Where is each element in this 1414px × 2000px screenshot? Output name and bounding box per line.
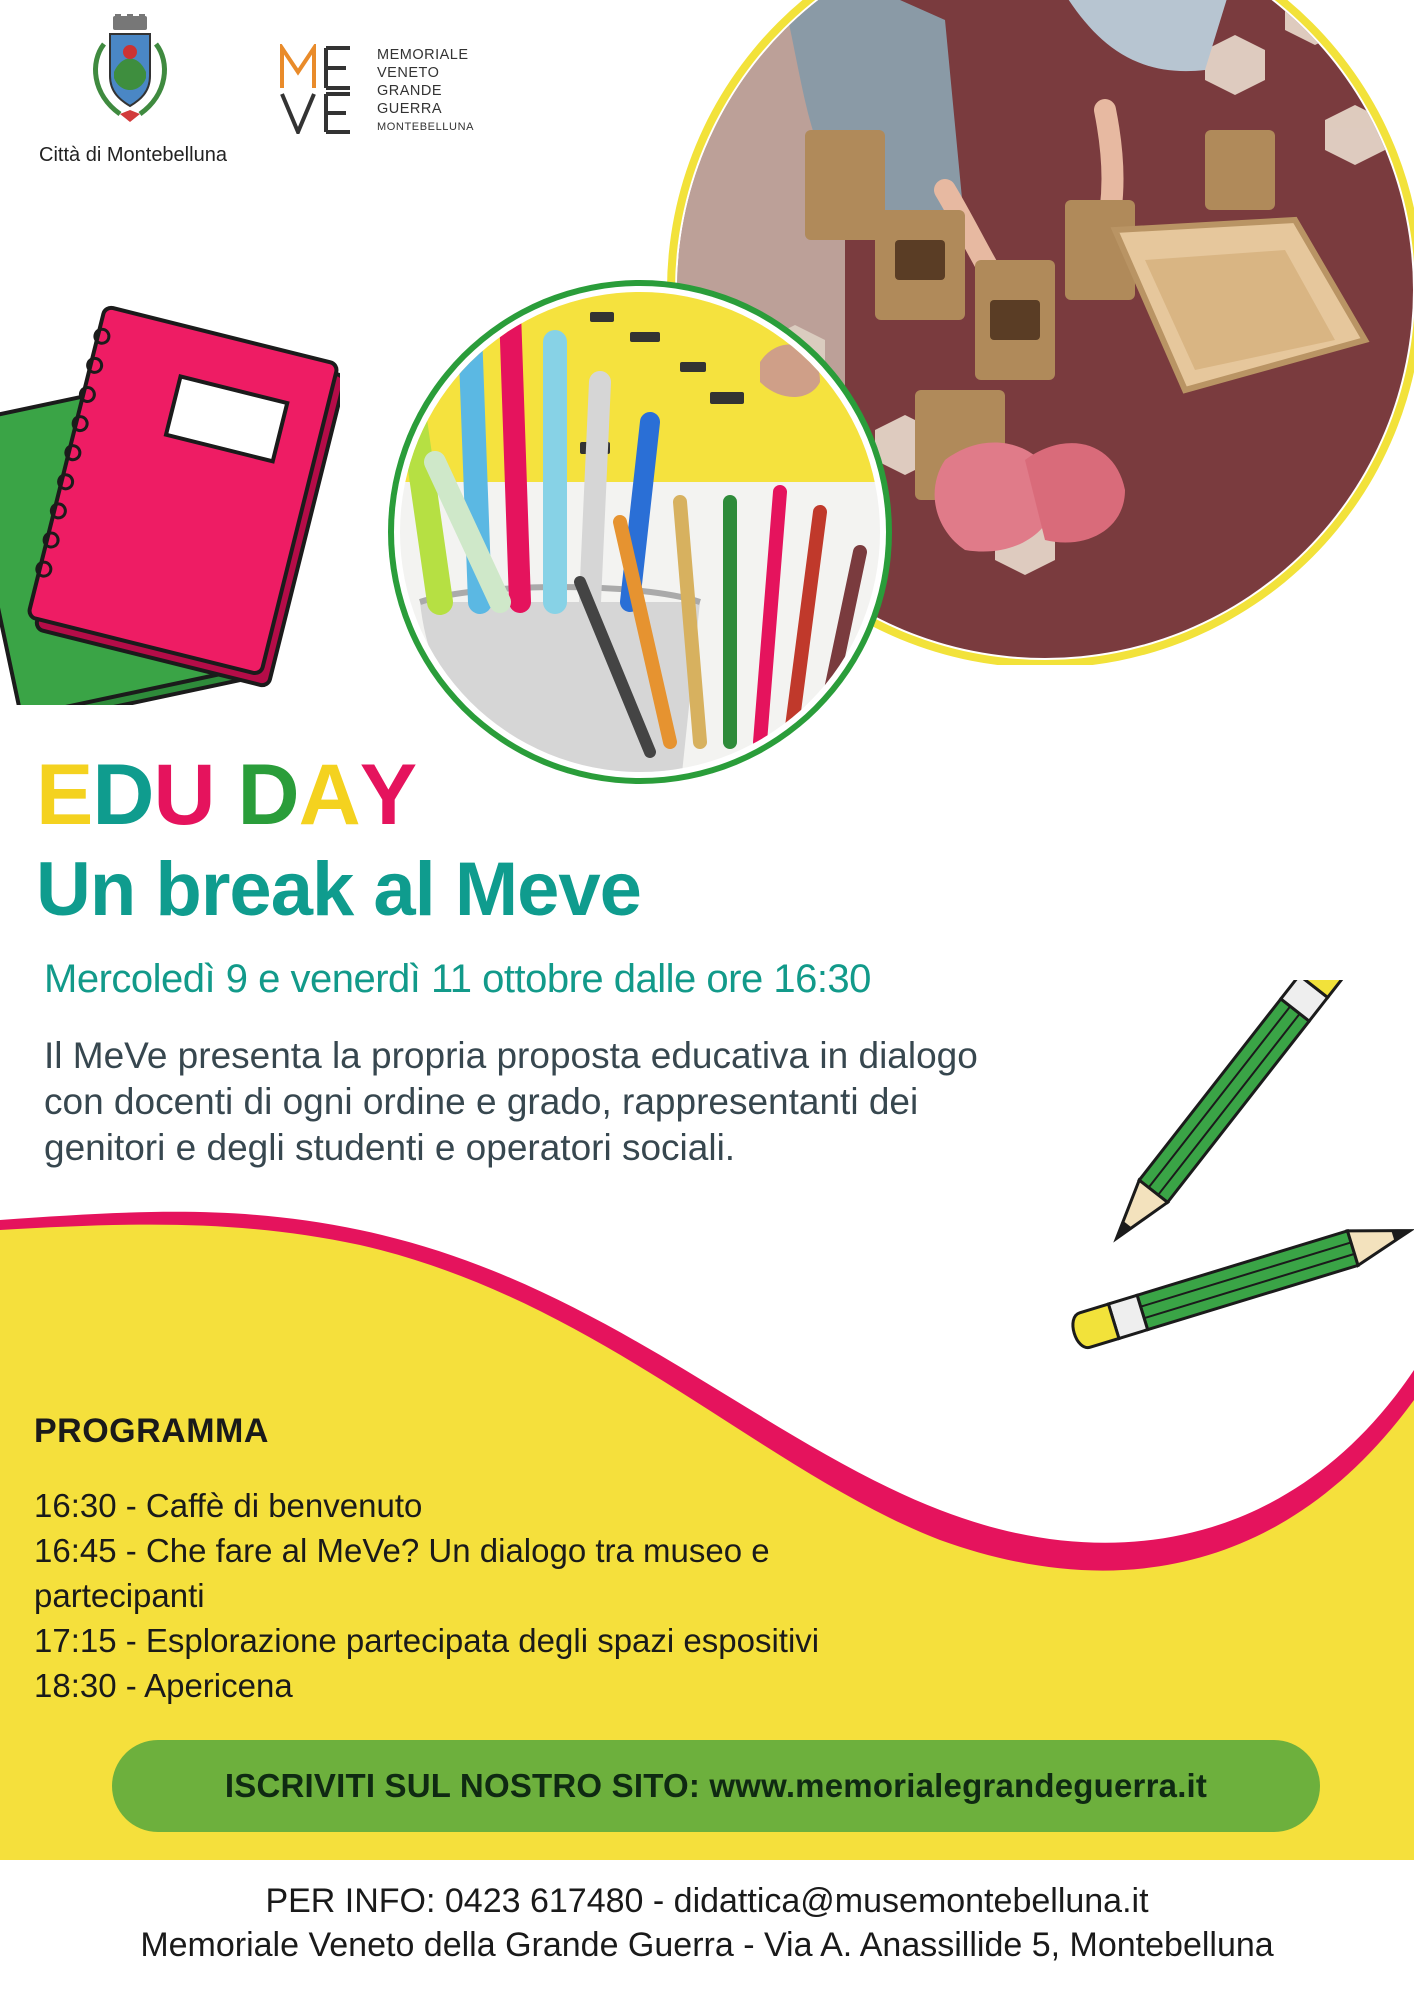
city-crest-logo xyxy=(70,14,190,134)
pencils-cup-photo xyxy=(380,272,900,792)
title-letter: U xyxy=(153,747,215,843)
program-heading: PROGRAMMA xyxy=(34,1412,269,1450)
description-line: genitori e degli studenti e operatori sociali. xyxy=(44,1127,736,1168)
program-item: 16:30 - Caffè di benvenuto xyxy=(34,1487,423,1524)
meve-line: VENETO xyxy=(377,65,440,81)
meve-line: GUERRA xyxy=(377,101,443,117)
event-subtitle: Un break al Meve xyxy=(36,847,641,932)
meve-logo-mark xyxy=(280,44,356,134)
contact-info: PER INFO: 0423 617480 - didattica@musemontebelluna.it xyxy=(265,1882,1149,1920)
title-letter: Y xyxy=(359,747,417,843)
register-cta-button[interactable] xyxy=(112,1740,1320,1832)
event-date: Mercoledì 9 e venerdì 11 ottobre dalle ore 16:30 xyxy=(44,957,871,1001)
program-item: 17:15 - Esplorazione partecipata degli spazi espositivi xyxy=(34,1622,820,1659)
notebooks-illustration xyxy=(0,305,340,705)
title-letter: D xyxy=(92,747,154,843)
program-item: 18:30 - Apericena xyxy=(34,1667,293,1704)
program-item: 16:45 - Che fare al MeVe? Un dialogo tra museo e partecipanti xyxy=(34,1532,770,1614)
title-letter: D xyxy=(237,747,299,843)
meve-line: MEMORIALE xyxy=(377,47,469,63)
title-letter: A xyxy=(298,747,360,843)
description-line: Il MeVe presenta la propria proposta educativa in dialogo xyxy=(44,1035,978,1076)
venue-address: Memoriale Veneto della Grande Guerra - Via A. Anassillide 5, Montebelluna xyxy=(140,1926,1274,1964)
meve-line: GRANDE xyxy=(377,83,443,99)
register-cta-label: ISCRIVITI SUL NOSTRO SITO: www.memorialegrandeguerra.it xyxy=(224,1767,1208,1804)
program-list xyxy=(34,1483,894,1708)
city-name-label: Città di Montebelluna xyxy=(39,144,227,166)
meve-line: MONTEBELLUNA xyxy=(377,121,475,133)
title-letter: E xyxy=(36,747,93,843)
edu-day-title xyxy=(36,747,417,843)
description-line: con docenti di ogni ordine e grado, rappresentanti dei xyxy=(44,1081,919,1122)
title-space xyxy=(215,752,238,838)
event-description xyxy=(44,1033,1124,1171)
meve-logo-text xyxy=(377,46,474,136)
